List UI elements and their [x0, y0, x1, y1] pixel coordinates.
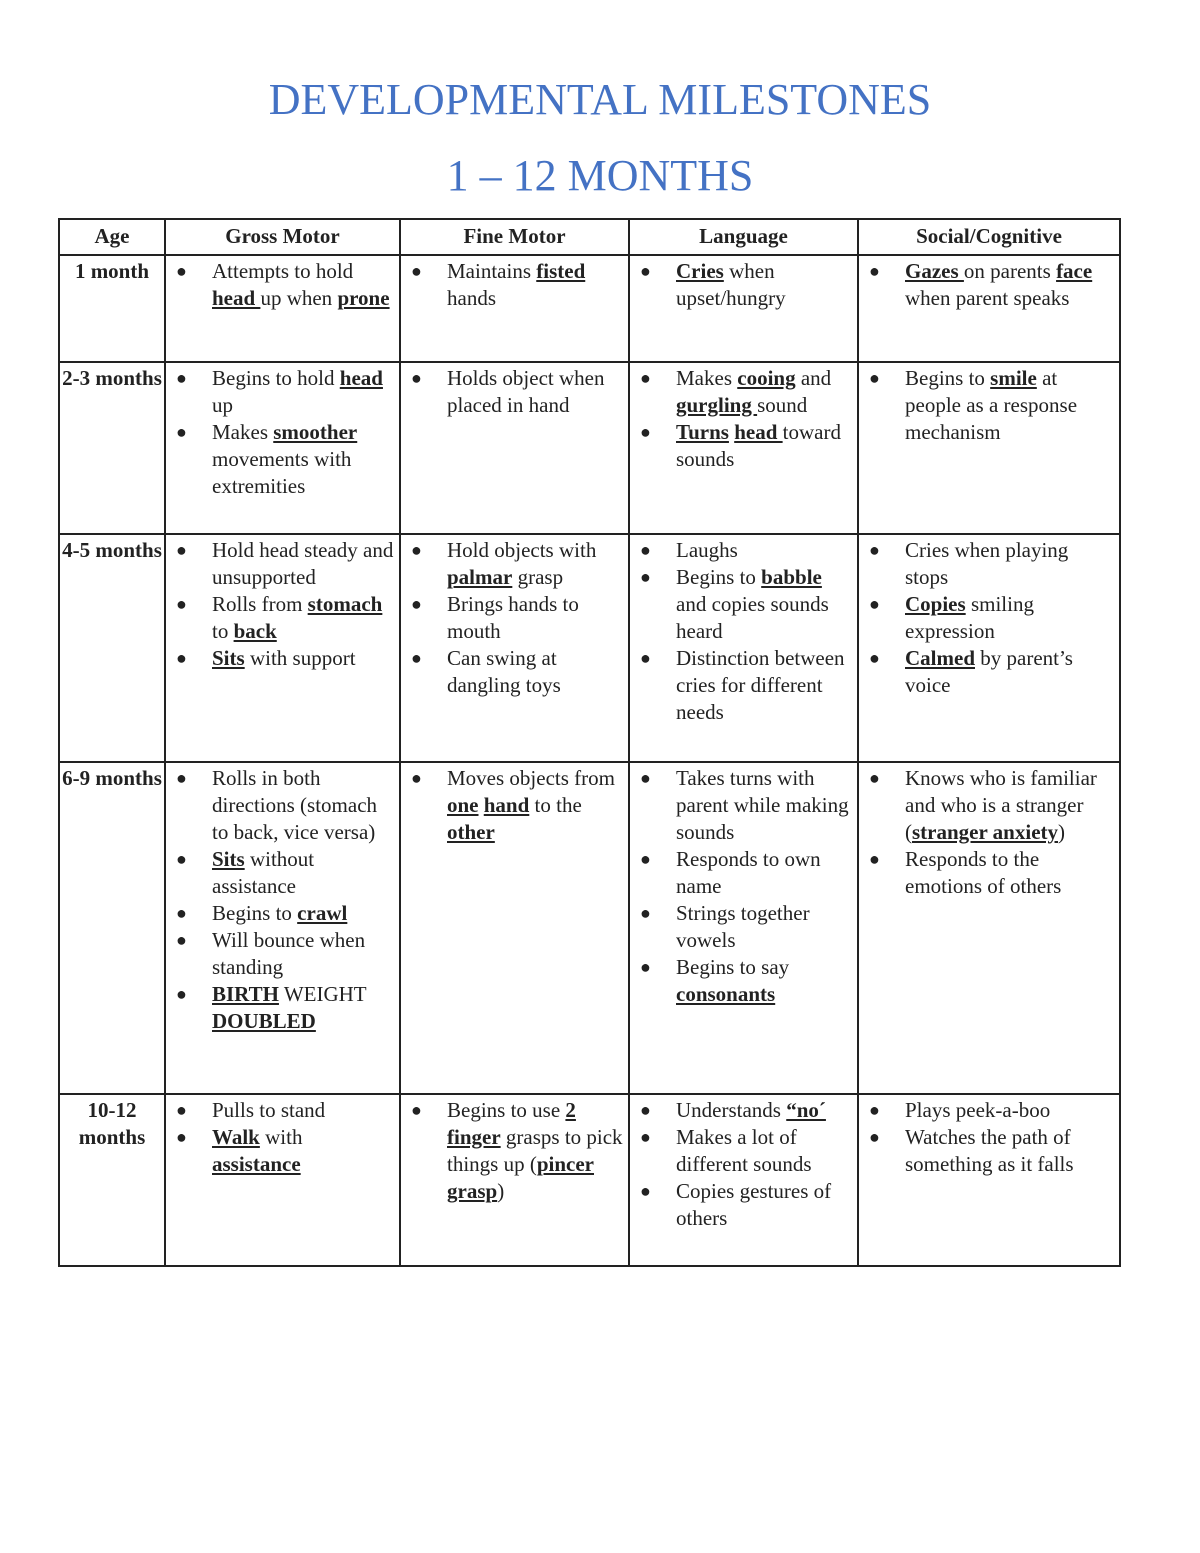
- gross-motor-cell: [165, 255, 400, 362]
- item-text: with support: [244, 646, 356, 670]
- milestone-list: [166, 256, 399, 312]
- key-term: prone: [337, 286, 390, 310]
- list-item: [859, 1097, 1115, 1124]
- list-item: [401, 765, 624, 846]
- list-item: [166, 258, 395, 312]
- milestone-list: [630, 535, 857, 726]
- list-item: [630, 1097, 853, 1124]
- header-social-cognitive: Social/Cognitive: [858, 219, 1120, 255]
- item-text: Moves objects from: [447, 766, 615, 790]
- key-term: one: [447, 793, 479, 817]
- key-term: stranger anxiety: [912, 820, 1059, 844]
- bullet-icon: ●: [176, 594, 187, 614]
- item-text: Maintains: [447, 259, 537, 283]
- item-text: to the: [529, 793, 582, 817]
- bullet-icon: ●: [869, 849, 880, 869]
- list-item: [166, 927, 395, 981]
- item-text: grasp: [512, 565, 564, 589]
- key-term: assistance: [212, 1152, 301, 1176]
- bullet-icon: ●: [640, 1127, 651, 1147]
- list-item: [859, 1124, 1115, 1178]
- bullet-icon: ●: [411, 540, 422, 560]
- item-text: Brings hands to mouth: [447, 592, 579, 643]
- key-term: DOUBLED: [212, 1009, 316, 1033]
- list-item: [859, 846, 1115, 900]
- list-item: [401, 591, 624, 645]
- list-item: [166, 419, 395, 500]
- list-item: [166, 1097, 395, 1124]
- key-term: smile: [990, 366, 1037, 390]
- item-text: Watches the path of something as it falls: [905, 1125, 1074, 1176]
- list-item: [166, 900, 395, 927]
- list-item: [166, 365, 395, 419]
- item-text: Responds to the emotions of others: [905, 847, 1062, 898]
- fine-motor-cell: [400, 1094, 629, 1266]
- list-item: [630, 365, 853, 419]
- milestone-list: [401, 763, 628, 846]
- bullet-icon: ●: [176, 849, 187, 869]
- header-age: Age: [59, 219, 165, 255]
- key-term: Gazes: [905, 259, 964, 283]
- item-text: toward sounds: [676, 420, 841, 471]
- item-text: Plays peek-a-boo: [905, 1098, 1051, 1122]
- list-item: [166, 846, 395, 900]
- key-term: cooing: [737, 366, 796, 390]
- bullet-icon: ●: [640, 540, 651, 560]
- age-cell: 1 month: [59, 255, 165, 362]
- language-cell: [629, 534, 858, 762]
- item-text: Knows who is familiar and who is a stranger (: [905, 766, 1097, 844]
- milestone-list: [166, 363, 399, 500]
- table-row: [59, 1094, 1120, 1266]
- bullet-icon: ●: [176, 1127, 187, 1147]
- key-term: Walk: [212, 1125, 260, 1149]
- list-item: [630, 645, 853, 726]
- bullet-icon: ●: [411, 261, 422, 281]
- table-header-row: [59, 219, 1120, 255]
- milestone-list: [401, 363, 628, 419]
- list-item: [166, 537, 395, 591]
- bullet-icon: ●: [869, 368, 880, 388]
- social-cognitive-cell: [858, 255, 1120, 362]
- social-cognitive-cell: [858, 1094, 1120, 1266]
- item-text: Will bounce when standing: [212, 928, 366, 979]
- bullet-icon: ●: [869, 594, 880, 614]
- bullet-icon: ●: [411, 768, 422, 788]
- key-term: gurgling: [676, 393, 758, 417]
- bullet-icon: ●: [640, 849, 651, 869]
- age-cell: 4-5 months: [59, 534, 165, 762]
- key-term: head: [212, 286, 261, 310]
- table-row: [59, 534, 1120, 762]
- bullet-icon: ●: [640, 567, 651, 587]
- key-term: hand: [483, 793, 530, 817]
- key-term: stomach: [307, 592, 383, 616]
- milestone-list: [859, 1095, 1119, 1178]
- item-text: when parent speaks: [905, 286, 1070, 310]
- item-text: on parents: [963, 259, 1057, 283]
- bullet-icon: ●: [869, 540, 880, 560]
- bullet-icon: ●: [176, 540, 187, 560]
- list-item: [401, 645, 624, 699]
- bullet-icon: ●: [640, 768, 651, 788]
- item-text: Pulls to stand: [212, 1098, 326, 1122]
- age-cell: 2-3 months: [59, 362, 165, 534]
- item-text: Begins to say: [676, 955, 790, 979]
- social-cognitive-cell: [858, 762, 1120, 1094]
- social-cognitive-cell: [858, 362, 1120, 534]
- language-cell: [629, 362, 858, 534]
- item-text: Understands: [676, 1098, 787, 1122]
- item-text: Holds object when placed in hand: [447, 366, 605, 417]
- list-item: [630, 419, 853, 473]
- item-text: to: [212, 619, 234, 643]
- bullet-icon: ●: [176, 903, 187, 923]
- milestone-list: [630, 256, 857, 312]
- item-text: with: [259, 1125, 303, 1149]
- bullet-icon: ●: [411, 1100, 422, 1120]
- list-item: [166, 645, 395, 672]
- age-cell: 10-12 months: [59, 1094, 165, 1266]
- list-item: [859, 765, 1115, 846]
- milestone-list: [166, 1095, 399, 1178]
- item-text: ): [1058, 820, 1066, 844]
- item-text: and: [795, 366, 832, 390]
- list-item: [859, 258, 1115, 312]
- item-text: Strings together vowels: [676, 901, 810, 952]
- key-term: crawl: [297, 901, 348, 925]
- bullet-icon: ●: [176, 930, 187, 950]
- milestone-list: [166, 763, 399, 1035]
- milestone-list: [859, 256, 1119, 312]
- item-text: Makes a lot of different sounds: [676, 1125, 812, 1176]
- key-term: Sits: [212, 646, 245, 670]
- item-text: Distinction between cries for different needs: [676, 646, 845, 724]
- gross-motor-cell: [165, 534, 400, 762]
- bullet-icon: ●: [176, 368, 187, 388]
- milestone-list: [401, 535, 628, 699]
- item-text: Hold head steady and unsupported: [212, 538, 394, 589]
- fine-motor-cell: [400, 762, 629, 1094]
- bullet-icon: ●: [176, 984, 187, 1004]
- key-term: palmar: [447, 565, 513, 589]
- item-text: Begins to: [676, 565, 762, 589]
- item-text: grasps to pick things up (: [447, 1125, 623, 1176]
- list-item: [166, 765, 395, 846]
- key-term: pincer: [536, 1152, 594, 1176]
- item-text: and copies sounds heard: [676, 592, 829, 643]
- key-term: 2 finger: [447, 1098, 576, 1149]
- page-title: DEVELOPMENTAL MILESTONES: [268, 75, 932, 124]
- milestone-list: [630, 363, 857, 473]
- list-item: [630, 1124, 853, 1178]
- key-term: head: [339, 366, 383, 390]
- item-text: Begins to: [905, 366, 991, 390]
- item-text: Can swing at dangling toys: [447, 646, 561, 697]
- key-term: smoother: [273, 420, 358, 444]
- item-text: Copies gestures of others: [676, 1179, 832, 1230]
- list-item: [859, 365, 1115, 446]
- milestone-list: [630, 763, 857, 1008]
- item-text: WEIGHT: [278, 982, 367, 1006]
- bullet-icon: ●: [640, 648, 651, 668]
- bullet-icon: ●: [869, 1100, 880, 1120]
- list-item: [166, 981, 395, 1035]
- milestone-list: [859, 535, 1119, 699]
- gross-motor-cell: [165, 1094, 400, 1266]
- age-cell: 6-9 months: [59, 762, 165, 1094]
- item-text: ): [497, 1179, 505, 1203]
- list-item: [401, 258, 624, 312]
- milestone-list: [401, 256, 628, 312]
- language-cell: [629, 1094, 858, 1266]
- milestone-list: [859, 363, 1119, 446]
- milestone-list: [859, 763, 1119, 900]
- key-term: babble: [761, 565, 822, 589]
- bullet-icon: ●: [640, 903, 651, 923]
- list-item: [630, 846, 853, 900]
- key-term: BIRTH: [212, 982, 279, 1006]
- bullet-icon: ●: [640, 422, 651, 442]
- list-item: [630, 537, 853, 564]
- list-item: [166, 591, 395, 645]
- table-row: [59, 762, 1120, 1094]
- milestone-list: [401, 1095, 628, 1205]
- bullet-icon: ●: [640, 261, 651, 281]
- key-term: Cries: [676, 259, 724, 283]
- item-text: by parent’s voice: [905, 646, 1073, 697]
- gross-motor-cell: [165, 362, 400, 534]
- list-item: [859, 591, 1115, 645]
- list-item: [630, 765, 853, 846]
- list-item: [859, 645, 1115, 699]
- list-item: [630, 258, 853, 312]
- fine-motor-cell: [400, 534, 629, 762]
- bullet-icon: ●: [640, 1100, 651, 1120]
- item-text: Makes: [212, 420, 274, 444]
- list-item: [630, 564, 853, 645]
- key-term: Copies: [905, 592, 966, 616]
- table-row: [59, 255, 1120, 362]
- header-language: Language: [629, 219, 858, 255]
- bullet-icon: ●: [411, 648, 422, 668]
- item-text: hands: [447, 286, 496, 310]
- key-term: Calmed: [905, 646, 975, 670]
- item-text: Makes: [676, 366, 738, 390]
- item-text: Cries when playing stops: [905, 538, 1069, 589]
- language-cell: [629, 255, 858, 362]
- table-row: [59, 362, 1120, 534]
- key-term: head: [734, 420, 783, 444]
- key-term: face: [1056, 259, 1093, 283]
- bullet-icon: ●: [640, 368, 651, 388]
- bullet-icon: ●: [869, 261, 880, 281]
- item-text: Laughs: [676, 538, 738, 562]
- item-text: movements with extremities: [212, 447, 352, 498]
- item-text: Responds to own name: [676, 847, 821, 898]
- list-item: [401, 365, 624, 419]
- key-term: Sits: [212, 847, 245, 871]
- item-text: Hold objects with: [447, 538, 597, 562]
- bullet-icon: ●: [176, 1100, 187, 1120]
- fine-motor-cell: [400, 362, 629, 534]
- item-text: Attempts to hold: [212, 259, 354, 283]
- list-item: [630, 954, 853, 1008]
- bullet-icon: ●: [869, 1127, 880, 1147]
- bullet-icon: ●: [869, 648, 880, 668]
- list-item: [630, 1178, 853, 1232]
- key-term: Turns: [676, 420, 729, 444]
- list-item: [401, 1097, 624, 1205]
- item-text: when upset/hungry: [676, 259, 786, 310]
- milestones-table: [58, 218, 1121, 1267]
- bullet-icon: ●: [411, 368, 422, 388]
- bullet-icon: ●: [176, 422, 187, 442]
- item-text: sound: [757, 393, 808, 417]
- bullet-icon: ●: [640, 1181, 651, 1201]
- key-term: fisted: [536, 259, 586, 283]
- list-item: [630, 900, 853, 954]
- list-item: [401, 537, 624, 591]
- item-text: Begins to use: [447, 1098, 566, 1122]
- bullet-icon: ●: [640, 957, 651, 977]
- item-text: without assistance: [212, 847, 315, 898]
- item-text: Begins to: [212, 901, 298, 925]
- page-subtitle: 1 – 12 MONTHS: [446, 151, 754, 200]
- bullet-icon: ●: [176, 648, 187, 668]
- item-text: Rolls from: [212, 592, 308, 616]
- item-text: up when: [260, 286, 338, 310]
- list-item: [166, 1124, 395, 1178]
- item-text: Takes turns with parent while making sounds: [676, 766, 849, 844]
- social-cognitive-cell: [858, 534, 1120, 762]
- gross-motor-cell: [165, 762, 400, 1094]
- key-term: other: [447, 820, 495, 844]
- item-text: Rolls in both directions (stomach to back, vice versa): [212, 766, 378, 844]
- key-term: “no´: [786, 1098, 826, 1122]
- bullet-icon: ●: [869, 768, 880, 788]
- list-item: [859, 537, 1115, 591]
- key-term: consonants: [676, 982, 776, 1006]
- bullet-icon: ●: [411, 594, 422, 614]
- bullet-icon: ●: [176, 768, 187, 788]
- milestone-list: [630, 1095, 857, 1232]
- item-text: Begins to hold: [212, 366, 340, 390]
- bullet-icon: ●: [176, 261, 187, 281]
- item-text: smiling expression: [905, 592, 1034, 643]
- milestone-list: [166, 535, 399, 672]
- header-fine-motor: Fine Motor: [400, 219, 629, 255]
- header-gross-motor: Gross Motor: [165, 219, 400, 255]
- language-cell: [629, 762, 858, 1094]
- key-term: back: [233, 619, 277, 643]
- key-term: grasp: [447, 1179, 498, 1203]
- item-text: at people as a response mechanism: [905, 366, 1078, 444]
- item-text: up: [212, 393, 233, 417]
- fine-motor-cell: [400, 255, 629, 362]
